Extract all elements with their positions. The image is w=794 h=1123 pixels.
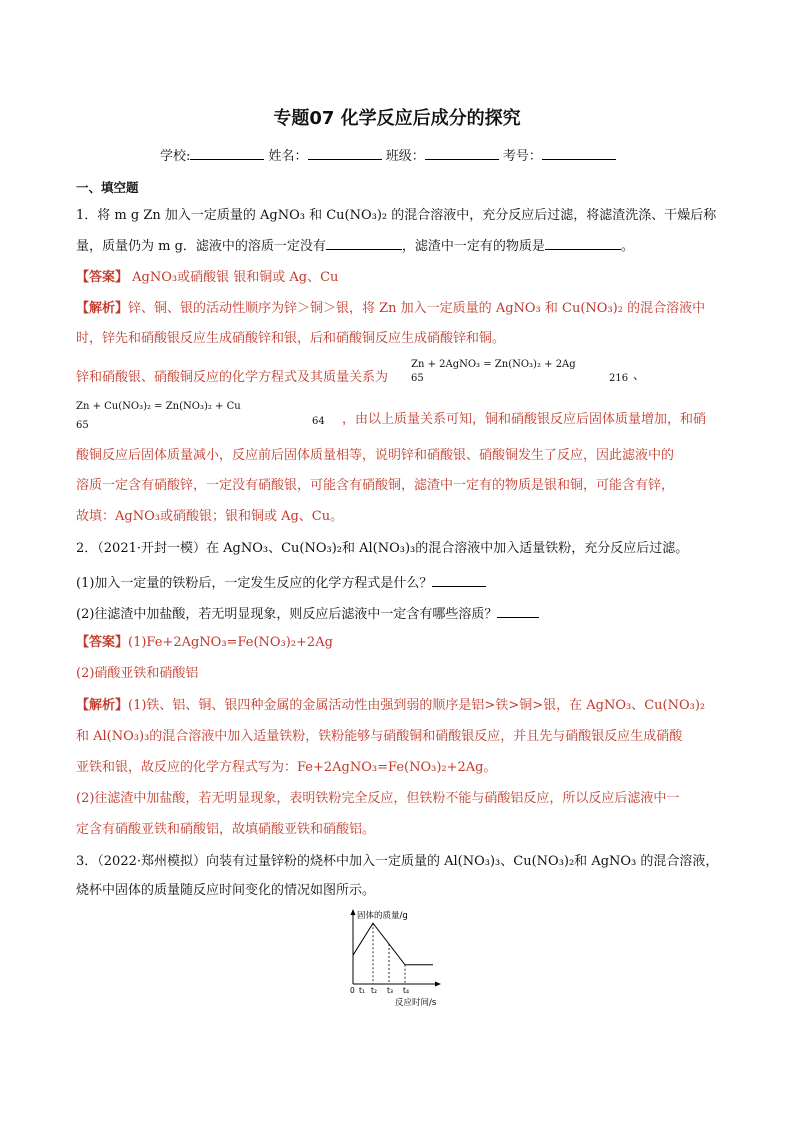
q2-line1: 2．（2021·开封一模）在 AgNO₃、Cu(NO₃)₂和 Al(NO₃)₃的混合溶液中加入适量铁粉，充分反应后过滤。: [76, 541, 689, 556]
y-axis-label: 固体的质量/g: [357, 911, 408, 921]
q1-line1: 1．将 m g Zn 加入一定质量的 AgNO₃ 和 Cu(NO₃)₂ 的混合溶液中，充分反应后过滤，将滤渣洗涤、干燥后称: [76, 208, 717, 223]
q2-answer-text-1: (1)Fe+2AgNO₃=Fe(NO₃)₂+2Ag: [128, 635, 333, 650]
q1-analysis-line3: 锌和硝酸银、硝酸铜反应的化学方程式及其质量关系为: [76, 370, 389, 385]
q1-line2-part-c: 。: [620, 239, 634, 254]
exam-no-label: 考号：: [502, 149, 542, 164]
x-axis-label: 反应时间/s: [395, 998, 437, 1006]
q1-analysis-line5: 酸铜反应后固体质量减小，反应前后固体质量相等，说明锌和硝酸银、硝酸铜发生了反应，因此滤液中的: [76, 448, 675, 463]
q1-line2-part-b: ，滤渣中一定有的物质是: [401, 239, 545, 254]
guide-lines: [373, 923, 405, 984]
equation-1-mass-right: 216: [609, 373, 629, 384]
q1-analysis-line1: [76, 300, 705, 318]
x-tick-label: t₃: [387, 986, 393, 995]
q2-blank-2: [497, 604, 539, 618]
q2-line3-text: (2)往滤渣中加盐酸，若无明显现象，则反应后滤液中一定含有哪些溶质？: [76, 607, 498, 622]
q1-analysis-line2: 时，锌先和硝酸银反应生成硝酸锌和银，后和硝酸铜反应生成硝酸锌和铜。: [76, 331, 506, 346]
answer-tag: 【答案】: [76, 635, 129, 650]
class-blank: [425, 146, 499, 160]
x-tick-label: t₄: [403, 986, 409, 995]
x-axis-arrow: [435, 982, 441, 987]
x-tick-label: t₁: [359, 986, 365, 995]
q1-answer: [76, 269, 338, 287]
section-heading: 一、填空题: [76, 180, 139, 195]
q2-analysis-line3: 亚铁和银，故反应的化学方程式写为：Fe+2AgNO₃=Fe(NO₃)₂+2Ag。: [76, 760, 497, 775]
q1-blank-1: [326, 236, 402, 250]
data-series-line: [353, 923, 433, 965]
q2-answer: [76, 634, 333, 652]
school-blank: [190, 146, 264, 160]
equation-1-top: Zn + 2AgNO₃ = Zn(NO₃)₂ + 2Ag: [411, 359, 576, 370]
q1-line2: [76, 236, 634, 256]
q2-line3: [76, 604, 539, 624]
equation-2-mass-right: 64: [312, 416, 325, 427]
q2-analysis-line1: [76, 697, 705, 715]
q1-analysis-line6: 溶质一定含有硝酸锌，一定没有硝酸银，可能含有硝酸铜，滤渣中一定有的物质是银和铜，可能含有锌，: [76, 478, 675, 493]
q2-analysis-line4: (2)往滤渣中加盐酸，若无明显现象，表明铁粉完全反应，但铁粉不能与硝酸铝反应，所以反应后滤液中一: [76, 791, 680, 806]
name-blank: [308, 146, 382, 160]
q2-line2-text: (1)加入一定量的铁粉后，一定发生反应的化学方程式是什么？: [76, 576, 433, 591]
equation-separator: 、: [633, 368, 646, 382]
exam-no-blank: [542, 146, 616, 160]
equation-1: [411, 358, 646, 386]
equation-2-mass-left: 65: [76, 420, 89, 431]
x-tick-labels: [359, 986, 409, 995]
q1-analysis-line7: 故填：AgNO₃或硝酸银；银和铜或 Ag、Cu。: [76, 509, 344, 524]
school-label: 学校:: [160, 149, 191, 164]
mass-time-chart: [343, 906, 463, 1006]
y-axis-arrow: [351, 909, 356, 915]
q1-analysis-line4: ，由以上质量关系可知，铜和硝酸银反应后固体质量增加，和硝: [342, 412, 707, 427]
q2-line2: [76, 573, 486, 593]
q3-line2: 烧杯中固体的质量随反应时间变化的情况如图所示。: [76, 883, 376, 898]
q1-answer-text: AgNO₃或硝酸银 银和铜或 Ag、Cu: [128, 270, 339, 285]
q2-analysis-text-1: (1)铁、铝、铜、银四种金属的金属活动性由强到弱的顺序是铝>铁>铜>银，在 AgNO₃、Cu(NO₃)₂: [128, 698, 706, 713]
q1-line2-part-a: 量，质量仍为 m g．滤液中的溶质一定没有: [76, 239, 326, 254]
name-label: 姓名：: [268, 149, 308, 164]
page-title: 专题07 化学反应后成分的探究: [273, 108, 521, 129]
analysis-tag: 【解析】: [76, 698, 129, 713]
equation-2-top: Zn + Cu(NO₃)₂ = Zn(NO₃)₂ + Cu: [76, 401, 241, 412]
analysis-tag: 【解析】: [76, 301, 129, 316]
q1-blank-2: [545, 236, 621, 250]
equation-1-mass-left: 65: [411, 373, 424, 384]
answer-tag: 【答案】: [76, 270, 129, 285]
q2-blank-1: [432, 573, 486, 587]
q3-line1: 3．（2022·郑州模拟）向装有过量锌粉的烧杯中加入一定质量的 Al(NO₃)₃、Cu(NO₃)₂和 AgNO₃ 的混合溶液，: [76, 854, 719, 869]
q2-analysis-line2: 和 Al(NO₃)₃的混合溶液中加入适量铁粉，铁粉能够与硝酸铜和硝酸银反应，并且先与硝酸银反应生成硝酸: [76, 729, 683, 744]
q1-analysis-text-1: 锌、铜、银的活动性顺序为锌＞铜＞银，将 Zn 加入一定质量的 AgNO₃ 和 Cu(NO₃)₂ 的混合溶液中: [128, 301, 706, 316]
q2-analysis-line5: 定含有硝酸亚铁和硝酸铝，故填硝酸亚铁和硝酸铝。: [76, 822, 376, 837]
x-tick-label: t₂: [371, 986, 377, 995]
class-label: 班级：: [385, 149, 425, 164]
q2-answer-line2: (2)硝酸亚铁和硝酸铝: [76, 666, 199, 681]
origin-label: 0: [350, 986, 355, 995]
student-info-line: [160, 145, 616, 164]
equation-2: [76, 400, 336, 433]
